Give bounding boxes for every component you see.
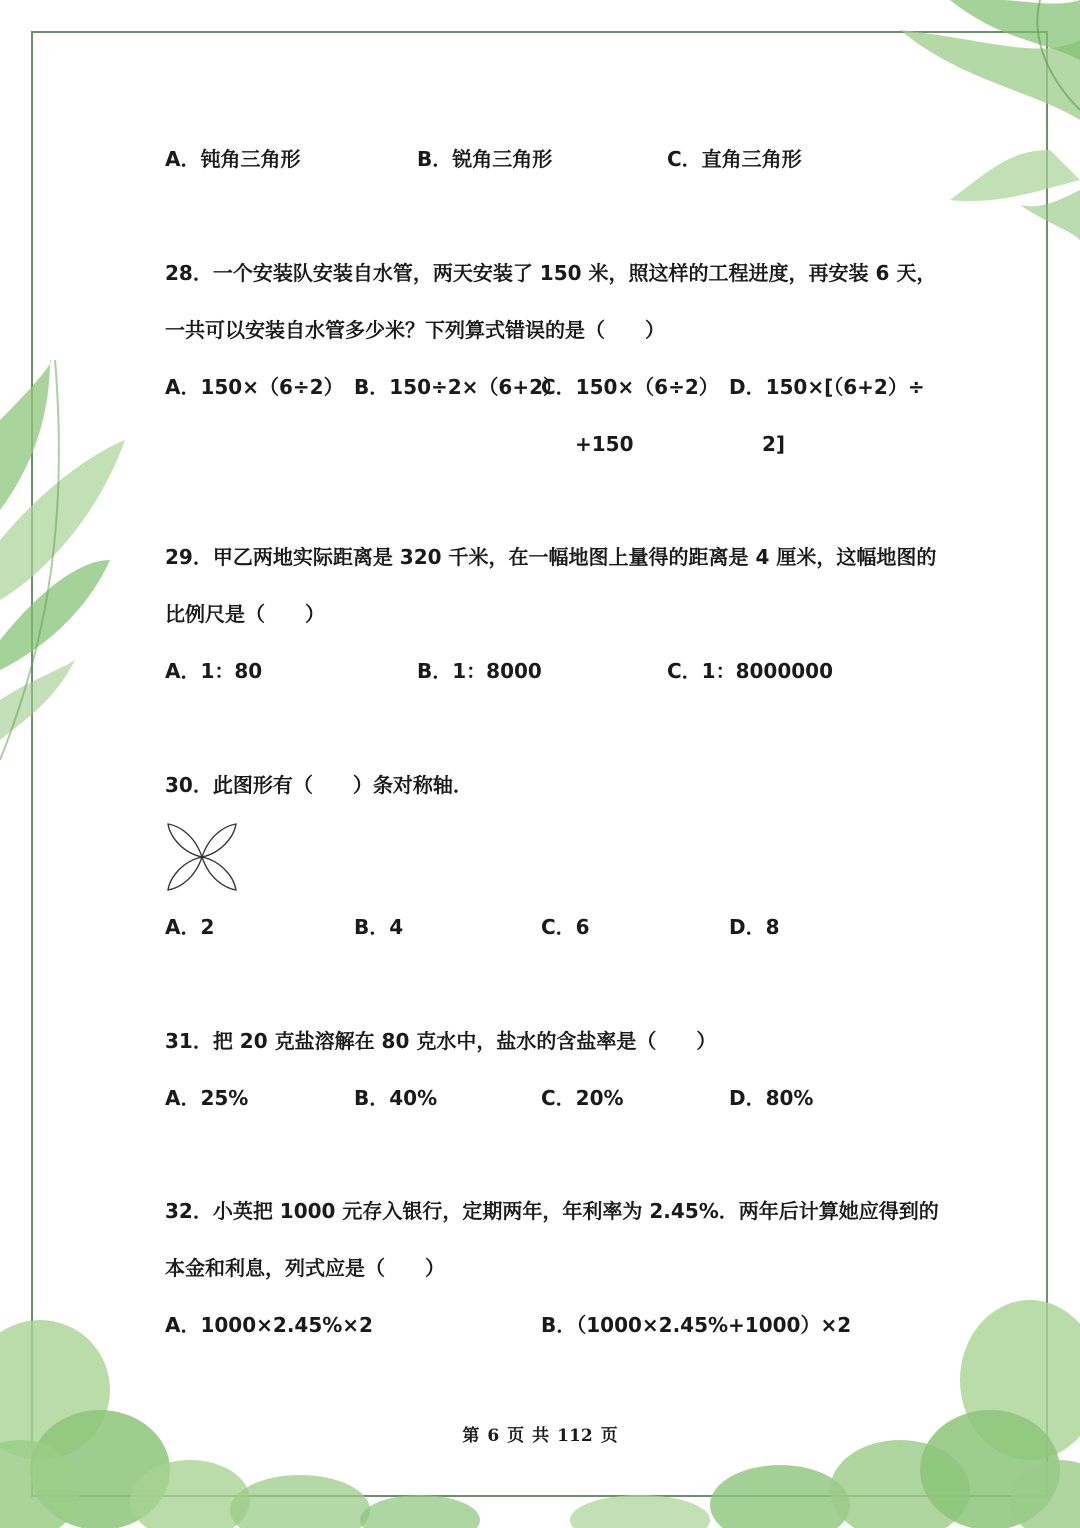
q27-option-b: B．锐角三角形 — [417, 147, 553, 171]
q28-option-d-cont: 2] — [762, 432, 786, 456]
q31-option-d: D．80% — [729, 1086, 814, 1110]
q29-option-a: A．1：80 — [165, 659, 263, 683]
q32-question-line1: 32．小英把 1000 元存入银行，定期两年，年利率为 2.45%．两年后计算她应得到的 — [165, 1199, 939, 1223]
page-footer — [0, 1421, 1080, 1446]
footer-page-number: 6 — [487, 1426, 500, 1446]
q30-option-a: A．2 — [165, 915, 215, 939]
q27-option-a: A．钝角三角形 — [165, 147, 301, 171]
q32-option-b: B．（1000×2.45%+1000）×2 — [541, 1313, 852, 1337]
q30-option-b: B．4 — [354, 915, 404, 939]
q28-option-a: A．150×（6÷2） — [165, 375, 344, 399]
q28-option-b: B．150÷2×（6+2） — [354, 375, 564, 399]
q29-option-c: C．1：8000000 — [667, 659, 834, 683]
q28-question-line1: 28．一个安装队安装自水管，两天安装了 150 米，照这样的工程进度，再安装 6 天， — [165, 261, 937, 285]
q30-option-c: C．6 — [541, 915, 590, 939]
q31-option-a: A．25% — [165, 1086, 249, 1110]
footer-word-ye-2: 页 — [600, 1426, 618, 1446]
q30-option-d: D．8 — [729, 915, 780, 939]
q29-question-line1: 29．甲乙两地实际距离是 320 千米，在一幅地图上量得的距离是 4 厘米，这幅地图的 — [165, 545, 937, 569]
q28-option-c: C．150×（6÷2） — [541, 375, 719, 399]
q32-question-line2: 本金和利息，列式应是（ ） — [165, 1256, 445, 1280]
q31-question-line1: 31．把 20 克盐溶解在 80 克水中，盐水的含盐率是（ ） — [165, 1029, 717, 1053]
q31-option-c: C．20% — [541, 1086, 624, 1110]
q27-option-c: C．直角三角形 — [667, 147, 802, 171]
footer-word-gong: 共 — [532, 1426, 550, 1446]
q28-option-c-cont: +150 — [575, 432, 634, 456]
q30-question-line1: 30．此图形有（ ）条对称轴． — [165, 773, 473, 797]
footer-word-ye: 页 — [507, 1426, 525, 1446]
q31-option-b: B．40% — [354, 1086, 438, 1110]
q32-option-a: A．1000×2.45%×2 — [165, 1313, 373, 1337]
q28-question-line2: 一共可以安装自水管多少米？下列算式错误的是（ ） — [165, 318, 665, 342]
q28-option-d: D．150×[（6+2）÷ — [729, 375, 925, 399]
footer-word-di: 第 — [462, 1426, 480, 1446]
q29-option-b: B．1：8000 — [417, 659, 542, 683]
q29-question-line2: 比例尺是（ ） — [165, 602, 325, 626]
footer-total-pages: 112 — [557, 1426, 593, 1446]
